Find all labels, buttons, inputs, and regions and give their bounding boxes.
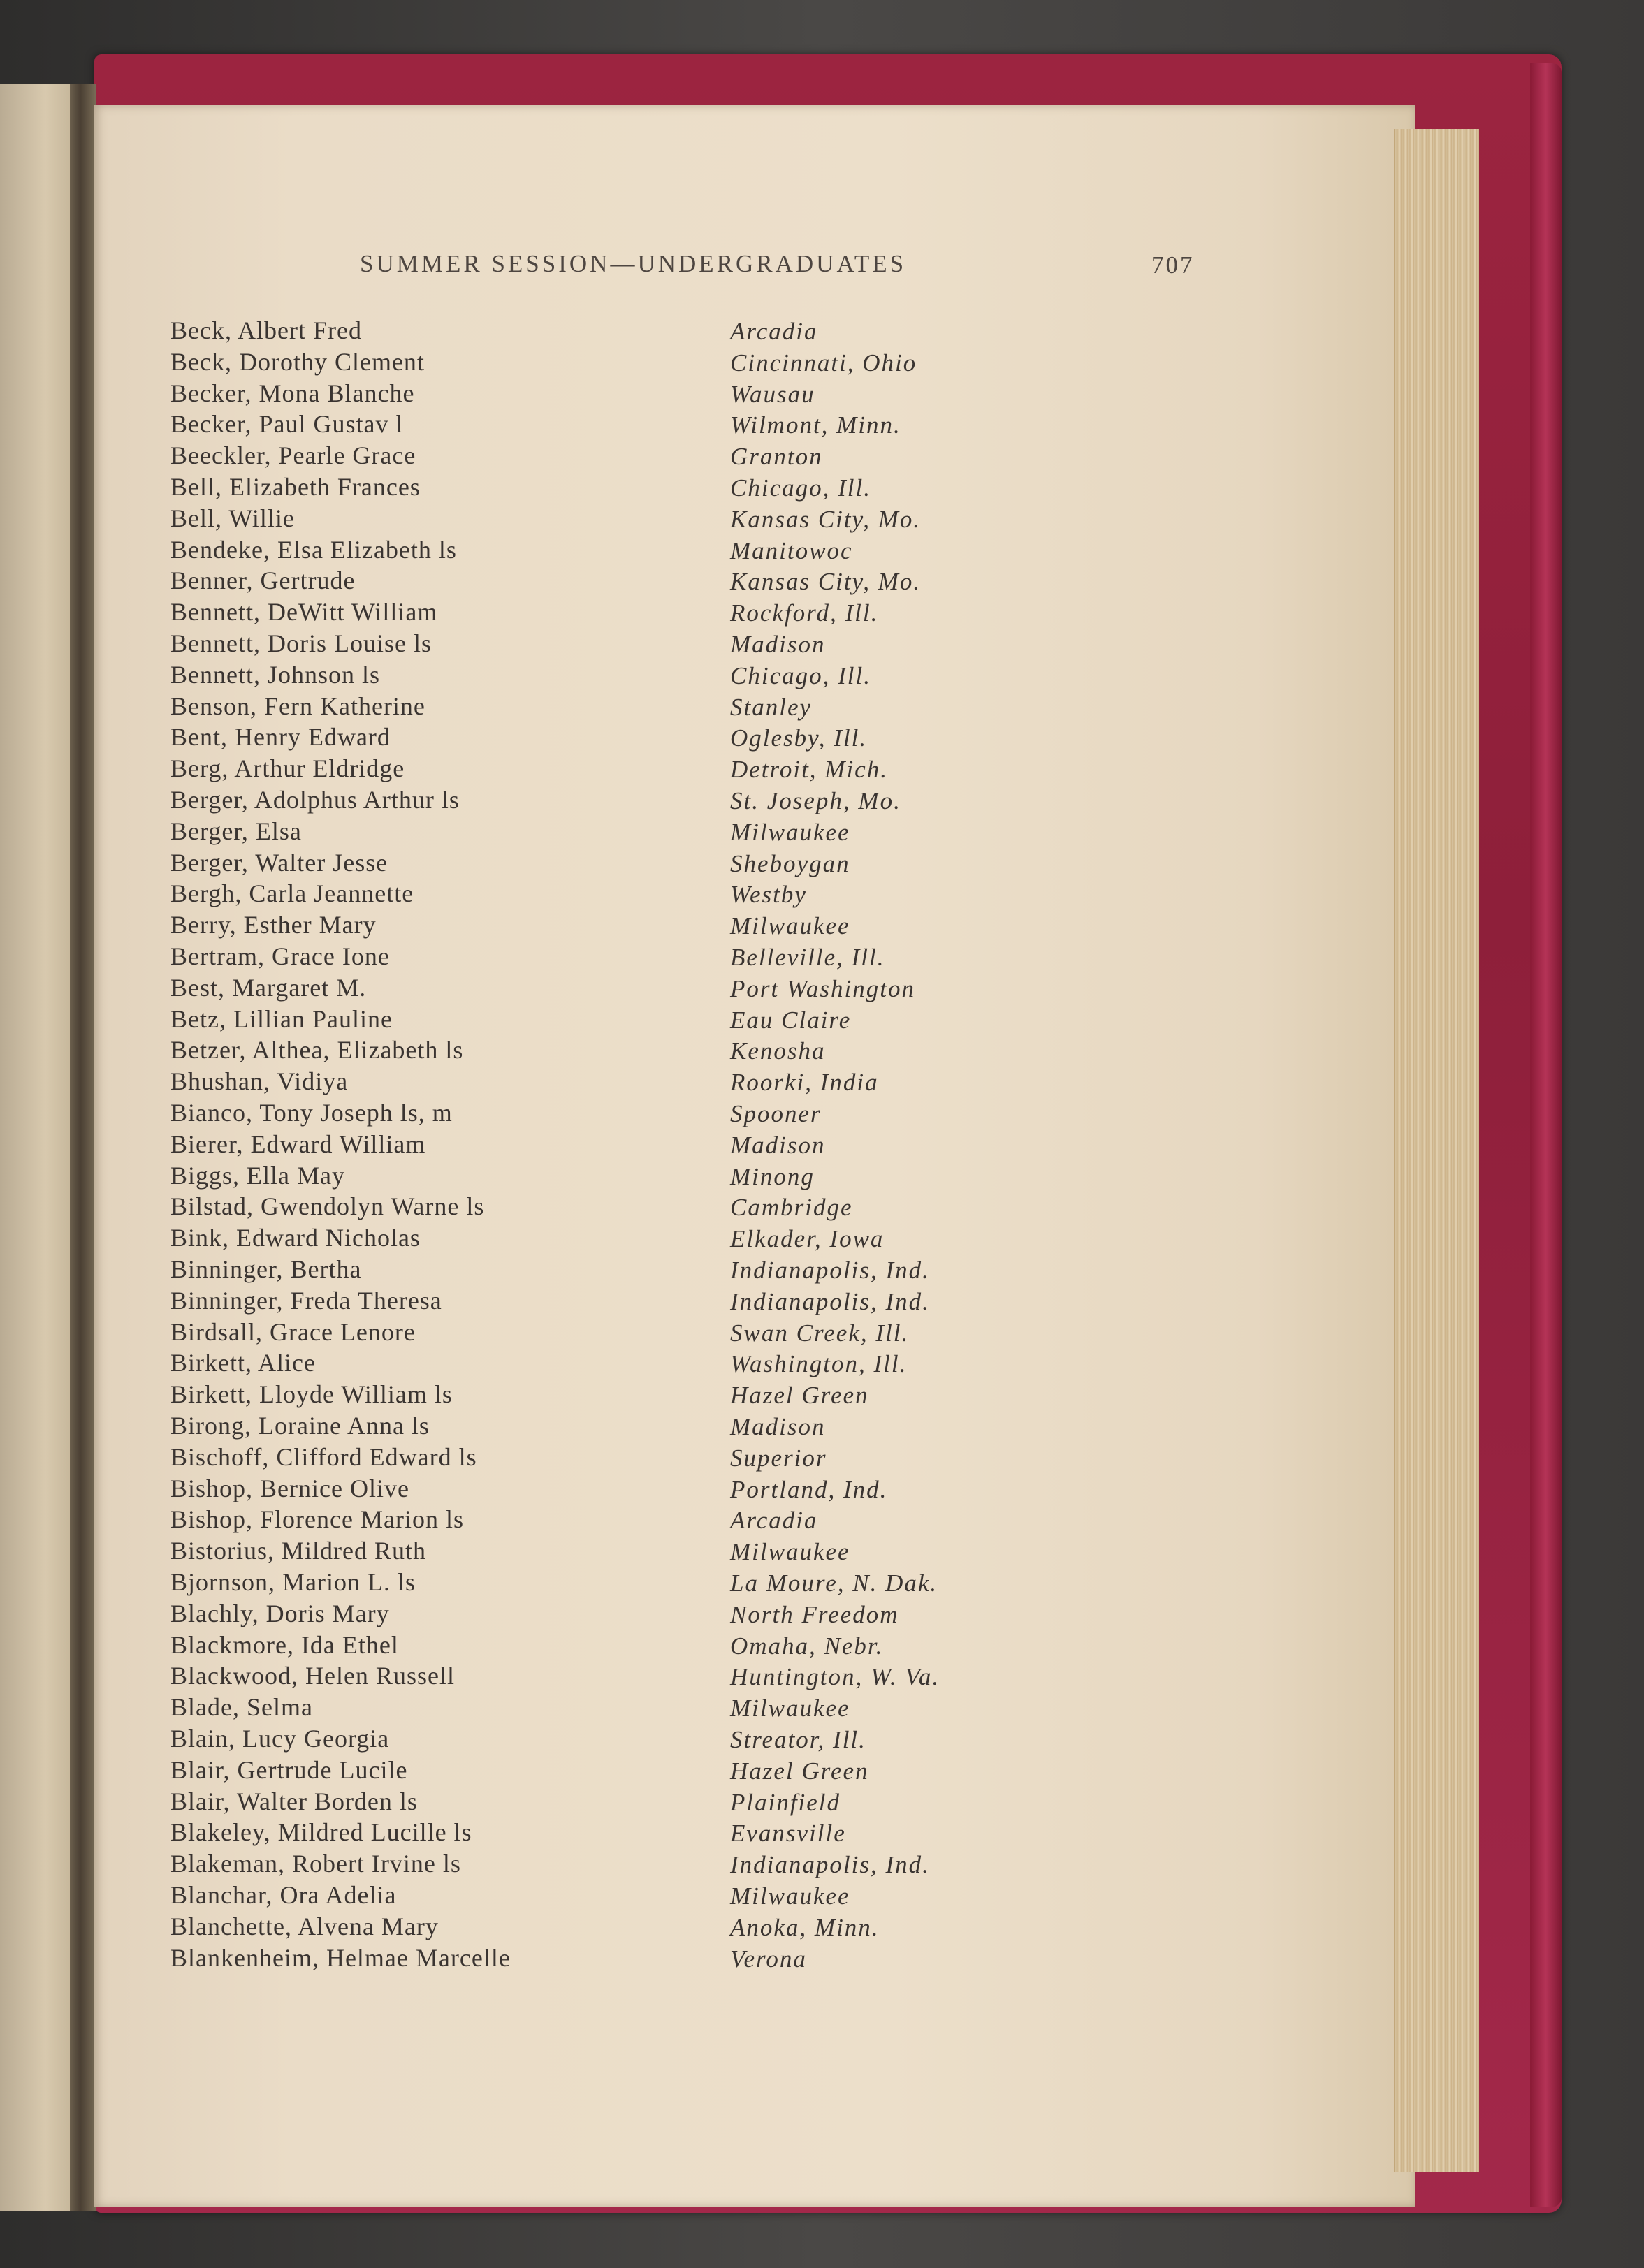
- student-residence: Detroit, Mich.: [730, 756, 888, 783]
- student-name: Blachly, Doris Mary: [170, 1600, 390, 1627]
- student-name: Beck, Dorothy Clement: [170, 348, 425, 376]
- student-name: Bendeke, Elsa Elizabeth ls: [170, 536, 457, 564]
- student-name: Binninger, Bertha: [170, 1255, 362, 1283]
- student-residence: Streator, Ill.: [730, 1726, 866, 1753]
- student-residence: Kenosha: [730, 1037, 826, 1065]
- student-name: Blakeley, Mildred Lucille ls: [170, 1818, 472, 1846]
- student-residence: Milwaukee: [730, 1882, 850, 1910]
- student-residence: Belleville, Ill.: [730, 944, 885, 971]
- student-name: Bergh, Carla Jeannette: [170, 879, 414, 907]
- page-number: 707: [1151, 251, 1195, 279]
- student-residence: Chicago, Ill.: [730, 662, 871, 689]
- student-residence: Arcadia: [730, 318, 818, 345]
- student-name: Blanchar, Ora Adelia: [170, 1881, 397, 1909]
- student-name: Bishop, Florence Marion ls: [170, 1505, 464, 1533]
- student-name: Blankenheim, Helmae Marcelle: [170, 1944, 511, 1972]
- student-name: Bhushan, Vidiya: [170, 1067, 349, 1095]
- student-residence: Swan Creek, Ill.: [730, 1319, 910, 1347]
- student-residence: Eau Claire: [730, 1007, 852, 1034]
- student-name: Bjornson, Marion L. ls: [170, 1568, 416, 1596]
- student-residence: Superior: [730, 1444, 827, 1472]
- student-name: Birdsall, Grace Lenore: [170, 1318, 416, 1346]
- student-residence: Madison: [730, 1413, 826, 1440]
- student-name: Bierer, Edward William: [170, 1130, 426, 1158]
- student-name: Benson, Fern Katherine: [170, 692, 425, 720]
- student-residence: Milwaukee: [730, 819, 850, 846]
- student-name: Bent, Henry Edward: [170, 723, 391, 751]
- student-name: Blackwood, Helen Russell: [170, 1662, 455, 1690]
- student-name: Blanchette, Alvena Mary: [170, 1912, 439, 1940]
- student-name: Blackmore, Ida Ethel: [170, 1631, 399, 1659]
- student-residence: Anoka, Minn.: [730, 1914, 880, 1941]
- student-name: Bink, Edward Nicholas: [170, 1224, 421, 1252]
- student-residence: Verona: [730, 1945, 807, 1973]
- student-residence: Hazel Green: [730, 1757, 869, 1785]
- student-residence: Roorki, India: [730, 1069, 879, 1096]
- student-name: Bistorius, Mildred Ruth: [170, 1537, 427, 1565]
- student-name: Blade, Selma: [170, 1693, 313, 1721]
- student-residence: Wilmont, Minn.: [730, 411, 901, 439]
- student-name: Betzer, Althea, Elizabeth ls: [170, 1036, 464, 1064]
- student-residence: Chicago, Ill.: [730, 474, 871, 502]
- student-name: Binninger, Freda Theresa: [170, 1287, 442, 1315]
- student-residence: Sheboygan: [730, 850, 850, 877]
- student-name: Berger, Walter Jesse: [170, 849, 388, 877]
- student-residence: Hazel Green: [730, 1382, 869, 1409]
- student-residence: Cambridge: [730, 1194, 853, 1221]
- student-residence: Madison: [730, 631, 826, 658]
- student-name: Bennett, Doris Louise ls: [170, 629, 432, 657]
- student-name: Blain, Lucy Georgia: [170, 1725, 390, 1753]
- student-residence: Kansas City, Mo.: [730, 568, 922, 595]
- student-name: Becker, Paul Gustav l: [170, 410, 404, 438]
- student-residence: Granton: [730, 443, 823, 470]
- student-residence: Port Washington: [730, 975, 915, 1002]
- student-residence: Indianapolis, Ind.: [730, 1851, 930, 1878]
- student-residence: Minong: [730, 1163, 815, 1190]
- student-residence: Elkader, Iowa: [730, 1225, 885, 1252]
- student-residence: Spooner: [730, 1100, 822, 1127]
- student-residence: Indianapolis, Ind.: [730, 1288, 930, 1315]
- student-residence: Manitowoc: [730, 537, 853, 564]
- student-name: Bell, Willie: [170, 504, 295, 532]
- student-residence: Madison: [730, 1132, 826, 1159]
- student-name: Berg, Arthur Eldridge: [170, 754, 405, 782]
- student-name: Beeckler, Pearle Grace: [170, 441, 416, 469]
- student-residence: Arcadia: [730, 1507, 818, 1534]
- student-name: Bennett, Johnson ls: [170, 661, 381, 689]
- student-residence: Westby: [730, 881, 807, 908]
- student-residence: Milwaukee: [730, 1695, 850, 1722]
- student-name: Benner, Gertrude: [170, 566, 356, 594]
- student-name: Blair, Gertrude Lucile: [170, 1756, 408, 1784]
- student-name: Bischoff, Clifford Edward ls: [170, 1443, 477, 1471]
- student-residence: Indianapolis, Ind.: [730, 1257, 930, 1284]
- student-name: Bertram, Grace Ione: [170, 942, 390, 970]
- student-residence: Oglesby, Ill.: [730, 724, 868, 752]
- student-residence: Washington, Ill.: [730, 1350, 908, 1377]
- student-name: Bishop, Bernice Olive: [170, 1475, 409, 1502]
- student-residence: Wausau: [730, 381, 815, 408]
- student-residence: St. Joseph, Mo.: [730, 787, 901, 814]
- student-residence: Omaha, Nebr.: [730, 1632, 884, 1660]
- student-residence: Milwaukee: [730, 1538, 850, 1565]
- student-residence: Stanley: [730, 694, 813, 721]
- student-name: Blakeman, Robert Irvine ls: [170, 1850, 461, 1878]
- student-residence: Portland, Ind.: [730, 1476, 888, 1503]
- student-residence: Huntington, W. Va.: [730, 1663, 940, 1690]
- running-head: SUMMER SESSION—UNDERGRADUATES: [360, 250, 907, 277]
- student-residence: Rockford, Ill.: [730, 599, 879, 627]
- student-name: Bilstad, Gwendolyn Warne ls: [170, 1192, 485, 1220]
- student-name: Bianco, Tony Joseph ls, m: [170, 1099, 453, 1127]
- student-residence: North Freedom: [730, 1601, 899, 1628]
- student-name: Birong, Loraine Anna ls: [170, 1412, 430, 1440]
- student-name: Blair, Walter Borden ls: [170, 1787, 418, 1815]
- student-name: Betz, Lillian Pauline: [170, 1005, 393, 1033]
- student-name: Berger, Adolphus Arthur ls: [170, 786, 460, 814]
- student-residence: Evansville: [730, 1820, 846, 1847]
- student-residence: Milwaukee: [730, 912, 850, 939]
- student-name: Becker, Mona Blanche: [170, 379, 415, 407]
- student-name: Best, Margaret M.: [170, 974, 367, 1002]
- student-name: Bennett, DeWitt William: [170, 598, 438, 626]
- student-residence: Cincinnati, Ohio: [730, 349, 917, 376]
- student-name: Bell, Elizabeth Frances: [170, 473, 421, 501]
- student-name: Beck, Albert Fred: [170, 316, 362, 344]
- student-name: Biggs, Ella May: [170, 1162, 345, 1190]
- student-residence: La Moure, N. Dak.: [730, 1570, 938, 1597]
- student-name: Birkett, Lloyde William ls: [170, 1380, 453, 1408]
- student-residence: Plainfield: [730, 1789, 841, 1816]
- student-residence: Kansas City, Mo.: [730, 506, 922, 533]
- student-name: Berry, Esther Mary: [170, 911, 377, 939]
- student-name: Birkett, Alice: [170, 1349, 316, 1377]
- student-name: Berger, Elsa: [170, 817, 302, 845]
